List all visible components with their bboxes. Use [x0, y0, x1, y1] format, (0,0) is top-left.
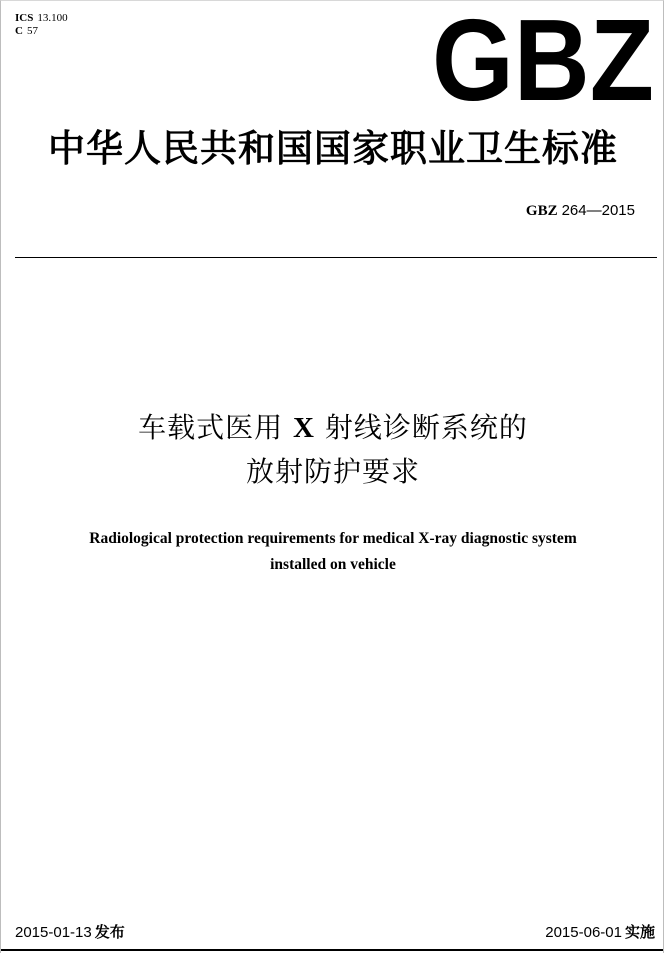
english-title-line2: installed on vehicle: [270, 556, 396, 573]
standard-code: 264—2015: [561, 202, 635, 219]
effective-date: [545, 923, 655, 942]
ccs-row: [15, 25, 68, 38]
effective-date-value: 2015-06-01: [545, 924, 622, 941]
footer-divider: [1, 949, 664, 951]
gbz-logo-graphic: [429, 7, 657, 107]
english-title: [1, 526, 664, 578]
classification-codes: [15, 12, 68, 38]
header-divider: [15, 257, 657, 258]
ccs-label: C: [15, 25, 23, 37]
english-title-line1: Radiological protection requirements for medical X-ray diagnostic system: [89, 530, 577, 547]
ics-row: [15, 12, 68, 25]
publish-date-value: 2015-01-13: [15, 924, 92, 941]
title-x: X: [293, 412, 315, 444]
ics-label: ICS: [15, 12, 34, 24]
gbz-logo-text: GBZ: [432, 7, 654, 107]
standard-prefix: GBZ: [525, 203, 558, 219]
document-title: [1, 406, 664, 494]
title-part1: 车载式医用: [138, 411, 284, 444]
document-title-line2: 放射防护要求: [245, 455, 420, 488]
ccs-code: 57: [26, 25, 38, 37]
effective-label: 实施: [624, 923, 655, 941]
standard-number: [526, 202, 635, 220]
title-part2: 射线诊断系统的: [324, 411, 528, 444]
publish-label: 发布: [94, 923, 125, 941]
publish-date: [15, 923, 125, 942]
gbz-logo: [429, 7, 657, 107]
ics-code: 13.100: [37, 12, 68, 24]
document-title-line1: [1, 406, 664, 450]
issuing-body-title: 中华人民共和国国家职业卫生标准: [48, 126, 618, 170]
